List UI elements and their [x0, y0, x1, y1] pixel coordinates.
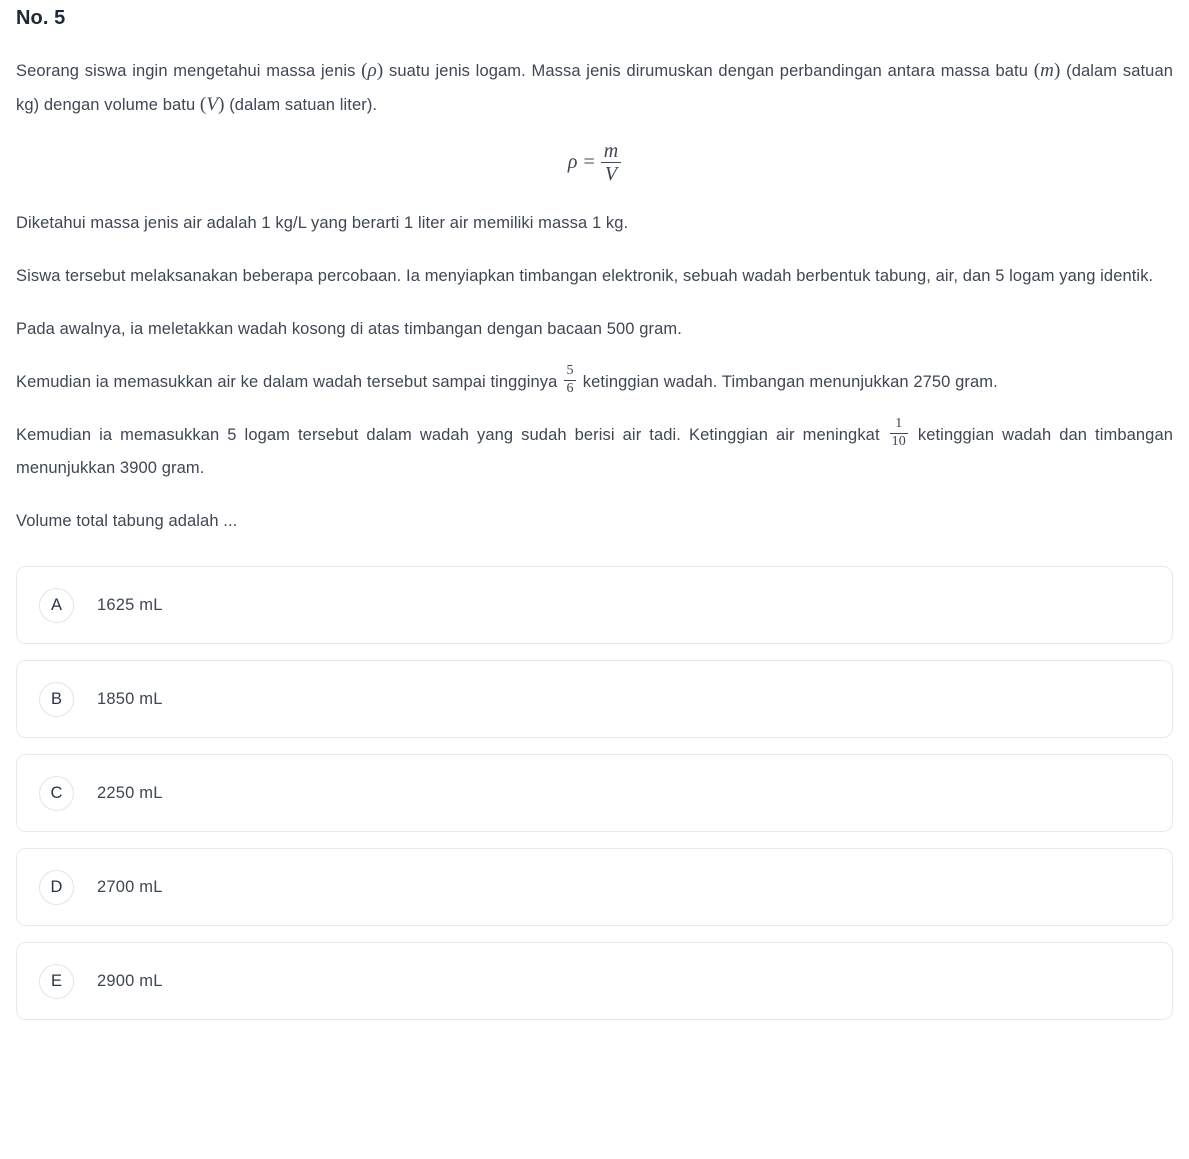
question-paragraph-6 — [16, 416, 1174, 485]
option-label-a: 1625 mL — [97, 595, 163, 614]
paragraph-6-after: ketinggian wadah dan timbangan menunjukkan 3900 gram. — [16, 426, 1174, 477]
paragraph-5-before: Kemudian ia memasukkan air ke dalam wadah tersebut sampai tingginya — [16, 373, 558, 391]
fraction-denominator: 6 — [566, 381, 574, 397]
formula-relation: = — [583, 151, 595, 174]
question-paragraph-4: Pada awalnya, ia meletakkan wadah kosong di atas timbangan dengan bacaan 500 gram. — [16, 320, 682, 338]
paragraph-1-seg-1: Seorang siswa ingin mengetahui massa jenis — [16, 62, 362, 80]
formula-denominator: V — [604, 163, 618, 185]
option-label-e: 2900 mL — [97, 971, 163, 990]
paragraph-6-before: Kemudian ia memasukkan 5 logam tersebut dalam wadah yang sudah berisi air tadi. Ketinggian air meningkat — [16, 426, 880, 444]
formula-numerator: m — [603, 140, 619, 162]
answer-option-b[interactable] — [16, 660, 1173, 738]
fraction-denominator: 10 — [891, 434, 906, 450]
option-letter-badge-d: D — [39, 870, 74, 905]
option-letter-badge-e: E — [39, 964, 74, 999]
option-letter-badge-c: C — [39, 776, 74, 811]
option-letter-badge-a: A — [39, 588, 74, 623]
paragraph-1-seg-3: (dalam satuan kg) dengan volume batu — [16, 62, 1173, 114]
fraction-one-tenth — [890, 417, 908, 449]
question-paragraph-3: Siswa tersebut melaksanakan beberapa percobaan. Ia menyiapkan timbangan elektronik, sebuah wadah berbentuk tabung, air, dan 5 logam yang identik. — [16, 267, 1154, 285]
math-var-v: (V) — [199, 94, 225, 115]
question-body — [16, 54, 1173, 538]
answer-option-c[interactable] — [16, 754, 1173, 832]
option-letter-badge-b: B — [39, 682, 74, 717]
answer-option-e[interactable] — [16, 942, 1173, 1020]
math-var-rho: (ρ) — [361, 60, 384, 81]
paragraph-1-seg-4: (dalam satuan liter). — [224, 96, 378, 114]
formula-lhs: ρ — [567, 151, 578, 174]
question-prompt: Volume total tabung adalah ... — [16, 512, 238, 530]
answer-option-d[interactable] — [16, 848, 1173, 926]
answer-option-a[interactable] — [16, 566, 1173, 644]
math-var-m: (m) — [1033, 60, 1061, 81]
page-title: No. 5 — [16, 7, 66, 29]
option-label-c: 2250 mL — [97, 783, 163, 802]
option-label-b: 1850 mL — [97, 689, 163, 708]
density-formula — [16, 142, 1173, 185]
formula-fraction — [601, 141, 621, 184]
fraction-numerator: 1 — [895, 416, 903, 432]
question-paragraph-2: Diketahui massa jenis air adalah 1 kg/L yang berarti 1 liter air memiliki massa 1 kg. — [16, 214, 629, 232]
option-label-d: 2700 mL — [97, 877, 163, 896]
fraction-five-sixths — [564, 364, 576, 396]
fraction-numerator: 5 — [566, 363, 574, 379]
paragraph-1-seg-2: suatu jenis logam. Massa jenis dirumuskan dengan perbandingan antara massa batu — [383, 62, 1034, 80]
question-paragraph-5 — [16, 363, 1173, 399]
paragraph-5-after: ketinggian wadah. Timbangan menunjukkan 2750 gram. — [582, 373, 998, 391]
question-paragraph-1 — [16, 54, 1173, 122]
answer-options-list — [16, 566, 1173, 1024]
